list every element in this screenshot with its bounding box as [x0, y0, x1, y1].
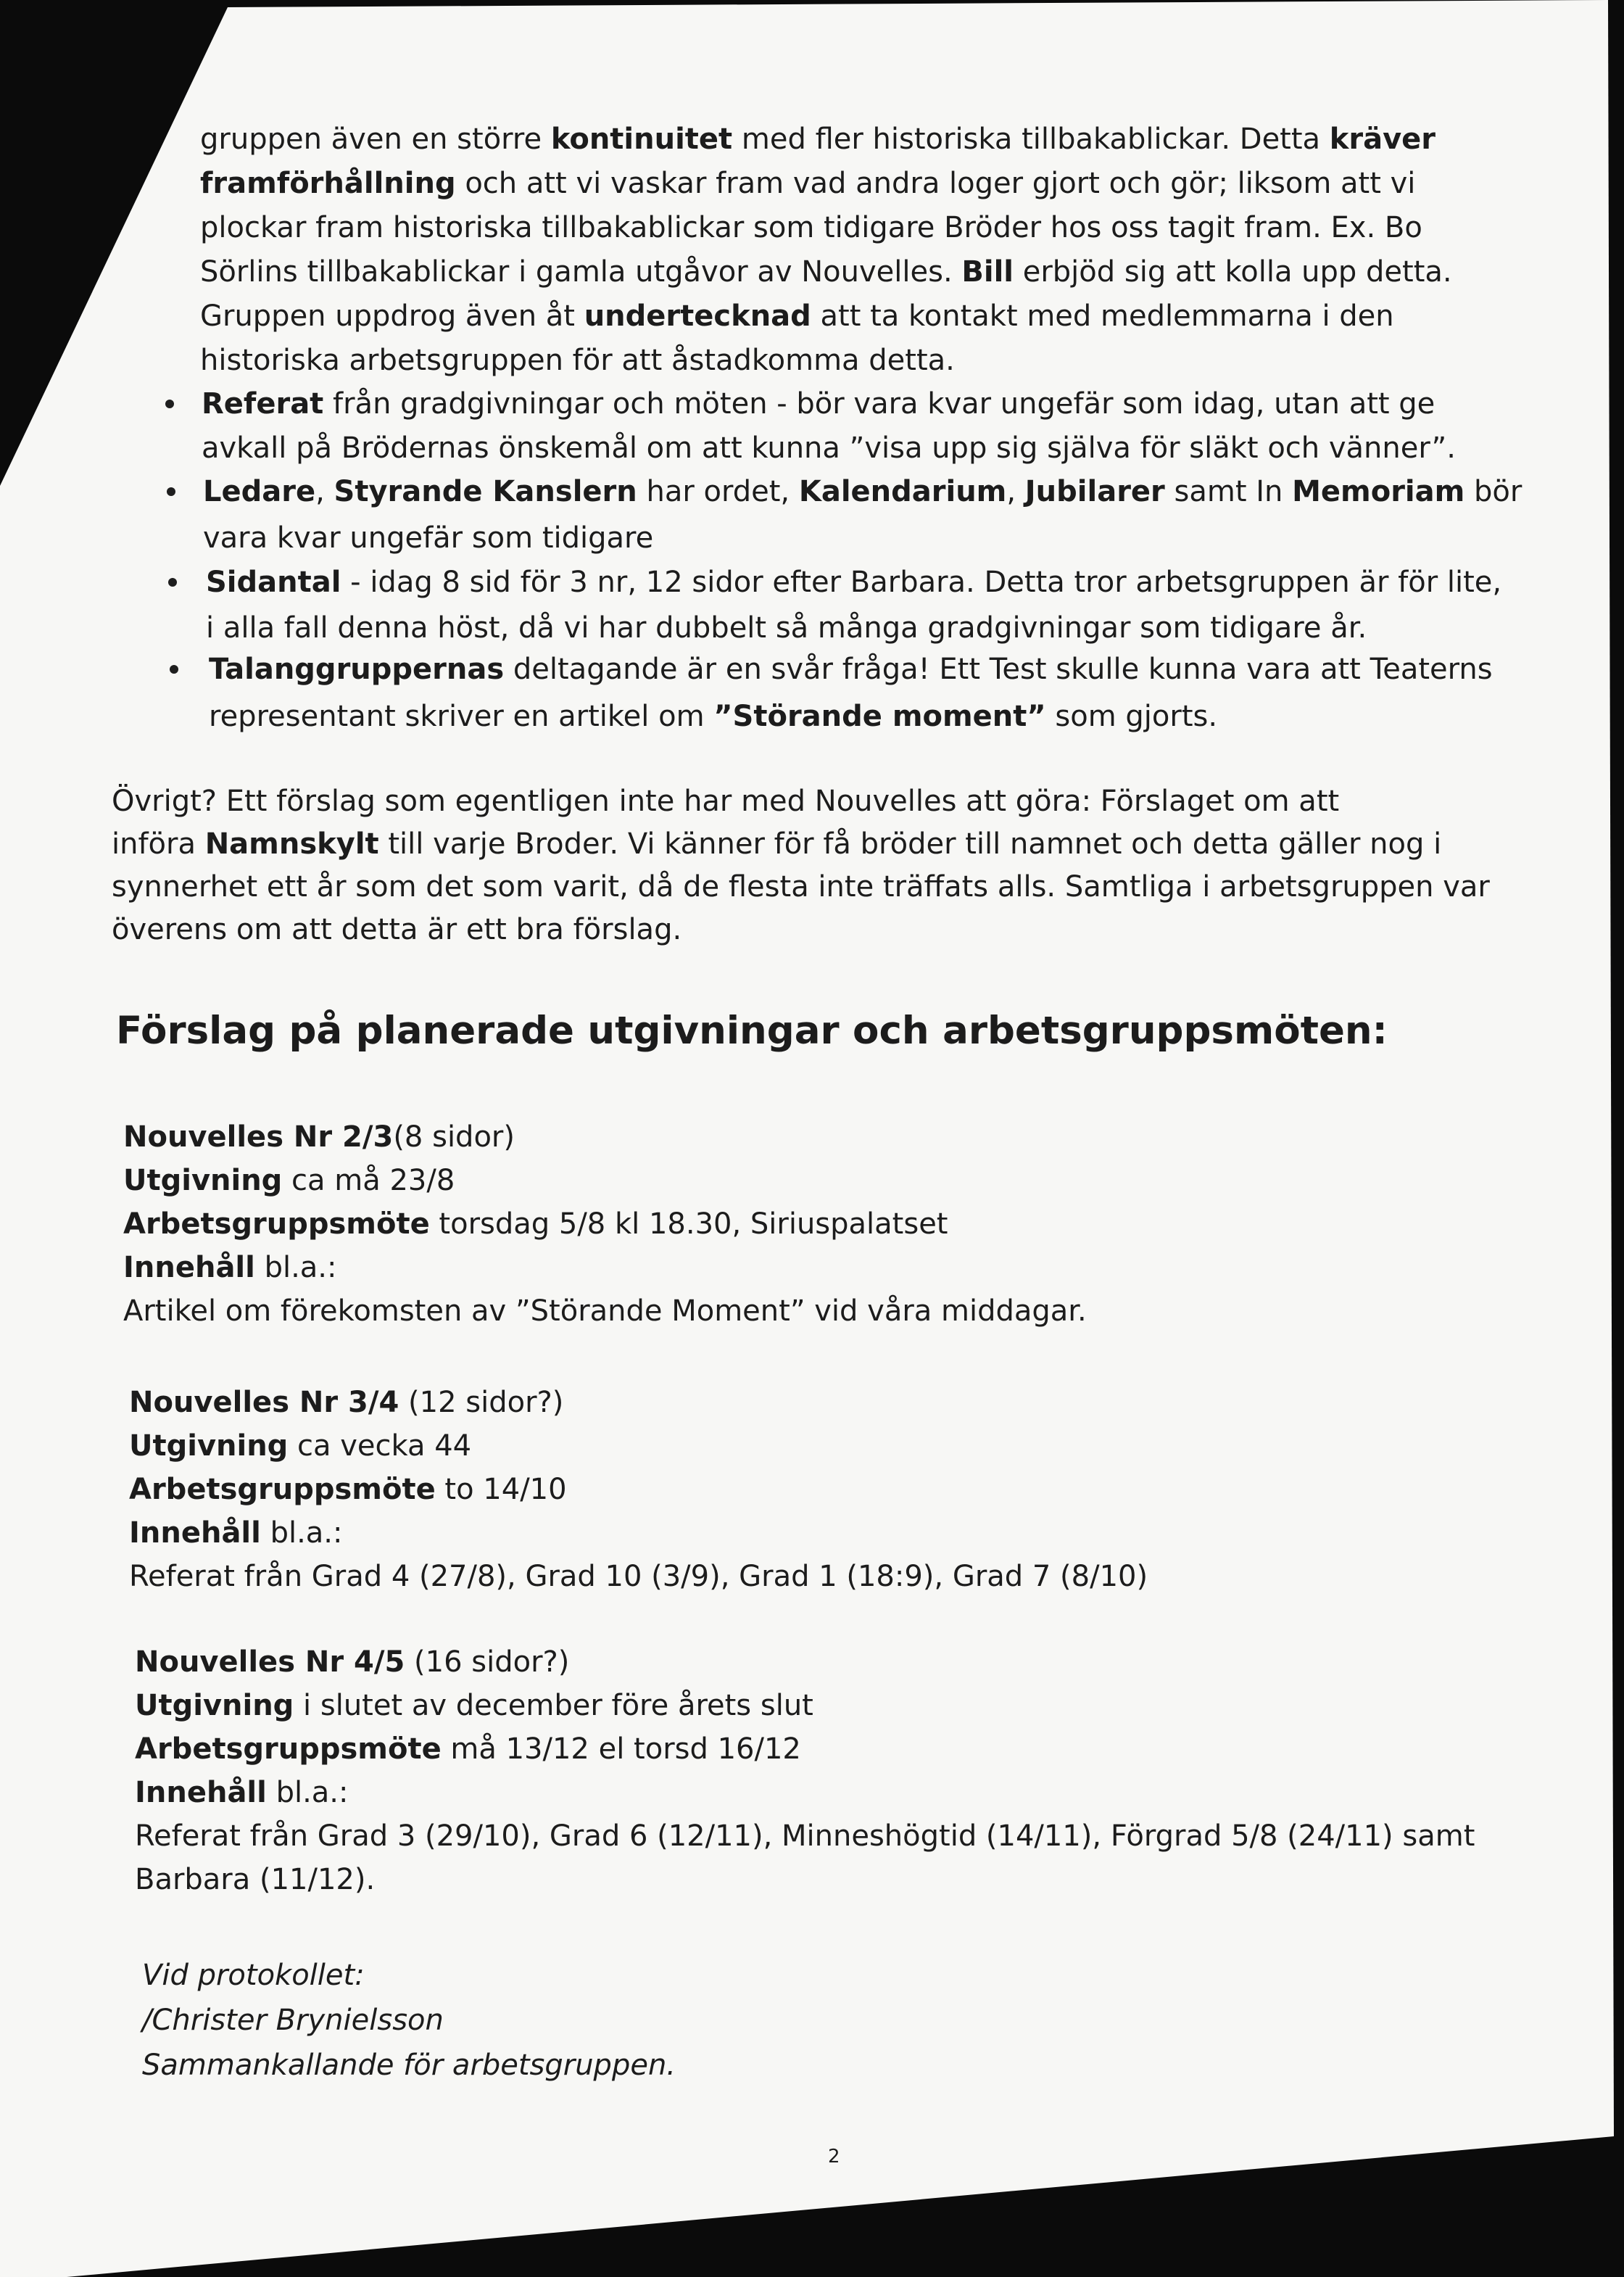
text-run: införa: [112, 827, 205, 861]
bold-run: kontinuitet: [550, 123, 733, 156]
bullet-dot: [170, 665, 178, 674]
text-run: (12 sidor?): [399, 1386, 564, 1419]
bold-run: Styrande Kanslern: [334, 475, 637, 508]
bullet-dot: [167, 487, 175, 496]
bold-run: Arbetsgruppsmöte: [123, 1207, 430, 1241]
text-run: Övrigt? Ett förslag som egentligen inte har med Nouvelles att göra: Förslaget om att: [112, 785, 1340, 818]
bold-run: undertecknad: [584, 299, 811, 333]
bold-run: Ledare: [203, 475, 316, 508]
text-line: [129, 1511, 343, 1555]
text-line: [129, 1468, 567, 1511]
bold-run: kräver: [1329, 123, 1436, 156]
text-line: [123, 1115, 515, 1159]
text-run: bl.a.:: [260, 1516, 343, 1550]
text-run: i slutet av december före årets slut: [294, 1689, 813, 1722]
bold-run: Referat: [202, 387, 324, 421]
text-run: plockar fram historiska tillbakablickar som tidigare Bröder hos oss tagit fram. Ex. Bo: [200, 211, 1422, 244]
text-line: [200, 250, 1452, 294]
text-line: [112, 780, 1339, 823]
text-line: [200, 117, 1436, 161]
text-line: [123, 1246, 337, 1289]
text-run: historiska arbetsgruppen för att åstadkomma detta.: [200, 344, 955, 377]
bold-run: Talanggruppernas: [209, 653, 505, 686]
text-line: [135, 1727, 801, 1771]
text-line: [135, 1771, 349, 1814]
text-run: ,: [315, 475, 334, 508]
text-line: [135, 1684, 813, 1727]
text-run: må 13/12 el torsd 16/12: [441, 1732, 801, 1766]
text-run: to 14/10: [435, 1473, 567, 1506]
text-line: [200, 294, 1394, 338]
text-run: bl.a.:: [266, 1776, 349, 1809]
text-line: [200, 339, 955, 382]
text-run: torsdag 5/8 kl 18.30, Siriuspalatset: [429, 1207, 948, 1241]
text-line: [209, 648, 1493, 691]
text-run: Referat från Grad 4 (27/8), Grad 10 (3/9), Grad 1 (18:9), Grad 7 (8/10): [129, 1560, 1148, 1593]
text-run: bör: [1464, 475, 1522, 508]
text-run: erbjöd sig att kolla upp detta.: [1014, 255, 1452, 289]
text-line: [200, 206, 1422, 249]
text-run: Gruppen uppdrog även åt: [200, 299, 584, 333]
section-heading: Förslag på planerade utgivningar och arbetsgruppsmöten:: [116, 1009, 1388, 1053]
text-line: [135, 1814, 1475, 1858]
bold-run: Nouvelles Nr 2/3: [123, 1120, 394, 1154]
text-run: avkall på Brödernas önskemål om att kunna ”visa upp sig själva för släkt och vänner”.: [202, 431, 1456, 465]
text-run: som gjorts.: [1045, 700, 1218, 733]
text-line: [129, 1381, 563, 1424]
text-run: deltagande är en svår fråga! Ett Test skulle kunna vara att Teaterns: [504, 653, 1493, 686]
text-run: (16 sidor?): [405, 1645, 570, 1679]
signature-line: /Christer Brynielsson: [142, 2004, 444, 2037]
text-run: (8 sidor): [393, 1120, 515, 1154]
text-line: [203, 516, 653, 560]
bold-run: Namnskylt: [204, 827, 379, 861]
text-run: ,: [1006, 475, 1025, 508]
text-run: bl.a.:: [254, 1251, 337, 1284]
text-run: synnerhet ett år som det som varit, då de flesta inte träffats alls. Samtliga i arbetsgruppen var: [112, 870, 1490, 904]
text-run: och att vi vaskar fram vad andra loger gjort och gör; liksom att vi: [455, 167, 1416, 200]
text-line: [123, 1159, 455, 1202]
bold-run: Bill: [961, 255, 1014, 289]
bold-run: Utgivning: [135, 1689, 294, 1722]
bold-run: Innehåll: [135, 1776, 267, 1809]
text-run: - idag 8 sid för 3 nr, 12 sidor efter Barbara. Detta tror arbetsgruppen är för lite,: [341, 566, 1502, 599]
text-line: [123, 1289, 1087, 1333]
text-run: gruppen även en större: [200, 123, 551, 156]
text-line: [203, 470, 1522, 513]
signature-line: Sammankallande för arbetsgruppen.: [142, 2049, 676, 2082]
text-line: [202, 382, 1435, 426]
page-number: 2: [828, 2146, 840, 2168]
text-run: har ordet,: [637, 475, 799, 508]
text-run: Barbara (11/12).: [135, 1863, 376, 1896]
text-run: Artikel om förekomsten av ”Störande Moment” vid våra middagar.: [123, 1294, 1087, 1328]
text-run: att ta kontakt med medlemmarna i den: [811, 299, 1394, 333]
text-line: [209, 695, 1217, 738]
text-run: representant skriver en artikel om: [209, 700, 714, 733]
text-line: [135, 1640, 569, 1684]
bold-run: Memoriam: [1292, 475, 1465, 508]
text-line: [135, 1858, 375, 1901]
text-line: [112, 865, 1490, 909]
text-line: [112, 908, 682, 951]
text-run: ca vecka 44: [288, 1429, 472, 1463]
bold-run: Sidantal: [206, 566, 341, 599]
bold-run: ”Störande moment”: [713, 700, 1046, 733]
text-run: Sörlins tillbakablickar i gamla utgåvor av Nouvelles.: [200, 255, 962, 289]
text-line: [202, 426, 1456, 470]
text-line: [206, 561, 1501, 604]
text-run: från gradgivningar och möten - bör vara kvar ungefär som idag, utan att ge: [323, 387, 1436, 421]
text-line: [112, 822, 1441, 866]
text-line: [123, 1202, 948, 1246]
text-run: med fler historiska tillbakablickar. Detta: [732, 123, 1330, 156]
text-line: [200, 162, 1415, 205]
bold-run: Innehåll: [123, 1251, 255, 1284]
bold-run: framförhållning: [200, 167, 456, 200]
bold-run: Nouvelles Nr 3/4: [129, 1386, 399, 1419]
signature-line: Vid protokollet:: [142, 1959, 365, 1992]
text-line: [129, 1424, 471, 1468]
bold-run: Utgivning: [123, 1164, 283, 1197]
text-line: [206, 606, 1367, 650]
bold-run: Arbetsgruppsmöte: [135, 1732, 442, 1766]
bold-run: Kalendarium: [798, 475, 1007, 508]
text-run: ca må 23/8: [282, 1164, 455, 1197]
text-line: [129, 1555, 1148, 1598]
text-run: samt In: [1164, 475, 1293, 508]
bullet-dot: [168, 578, 177, 587]
text-run: Referat från Grad 3 (29/10), Grad 6 (12/11), Minneshögtid (14/11), Förgrad 5/8 (24/11) samt: [135, 1819, 1475, 1853]
bold-run: Innehåll: [129, 1516, 261, 1550]
text-run: vara kvar ungefär som tidigare: [203, 521, 654, 555]
bullet-dot: [165, 400, 174, 408]
bold-run: Utgivning: [129, 1429, 289, 1463]
text-run: i alla fall denna höst, då vi har dubbelt så många gradgivningar som tidigare år.: [206, 611, 1367, 645]
bold-run: Jubilarer: [1024, 475, 1165, 508]
bold-run: Nouvelles Nr 4/5: [135, 1645, 405, 1679]
text-run: till varje Broder. Vi känner för få bröder till namnet och detta gäller nog i: [378, 827, 1442, 861]
text-run: överens om att detta är ett bra förslag.: [112, 913, 682, 946]
bold-run: Arbetsgruppsmöte: [129, 1473, 436, 1506]
